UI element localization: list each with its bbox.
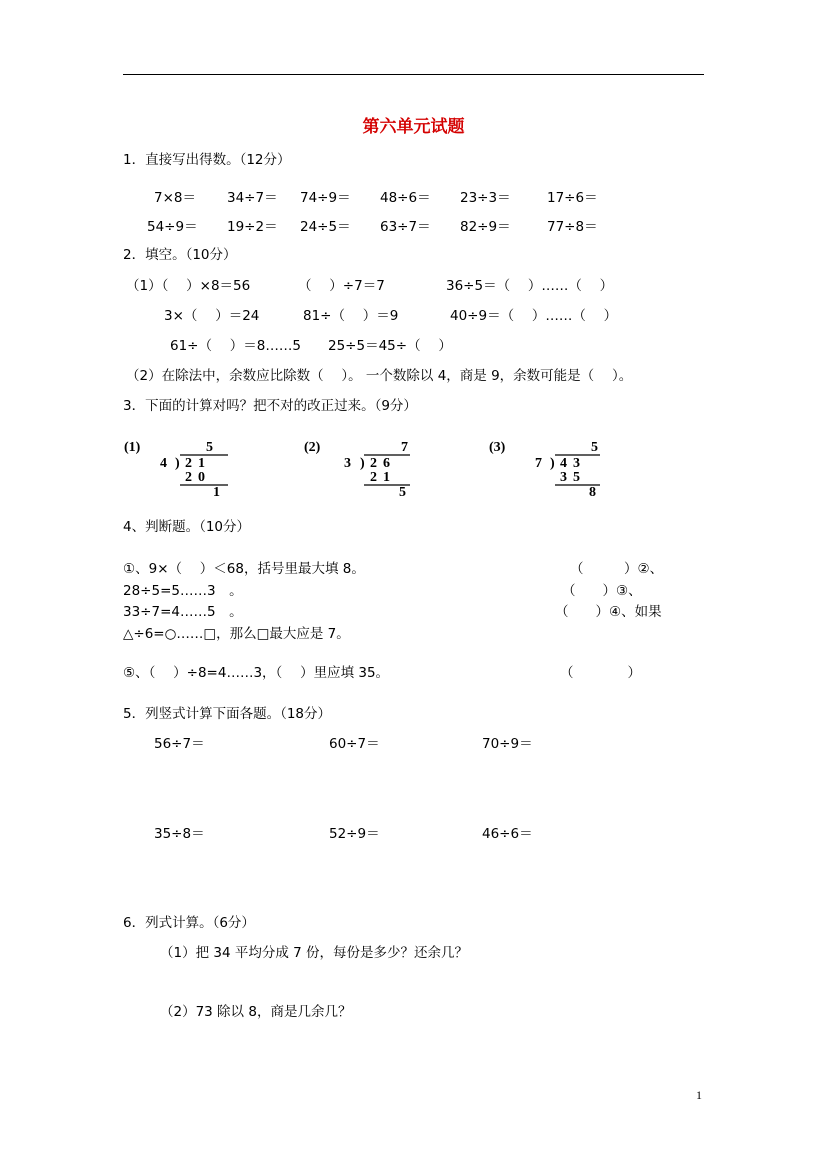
divisor: 7 (535, 456, 542, 471)
header-rule (123, 74, 704, 75)
long-division-3 (485, 436, 605, 500)
q4-heading: 4、判断题。（10分） (123, 519, 251, 535)
division-bracket: ) (175, 456, 180, 471)
q2-blank: 40÷9＝（ ）……（ ） (450, 308, 618, 324)
division-bracket: ) (360, 456, 365, 471)
q6-item: （2）73 除以 8，商是几余几？ (160, 1004, 352, 1020)
q4-answer-blank: （ ）④、如果 (555, 604, 662, 620)
q5-item: 60÷7＝ (329, 736, 380, 752)
problem-label: (1) (124, 440, 141, 455)
q1-item: 19÷2＝ (227, 219, 278, 235)
q3-heading: 3．下面的计算对吗？把不对的改正过来。（9分） (123, 398, 417, 414)
q2-blank: 36÷5＝（ ）……（ ） (446, 278, 614, 294)
quotient: 7 (401, 440, 408, 455)
quotient: 5 (206, 440, 213, 455)
problem-label: (2) (304, 440, 321, 455)
remainder: 8 (589, 485, 596, 500)
q1-item: 24÷5＝ (300, 219, 351, 235)
q4-statement: 28÷5=5……3 。 (123, 583, 243, 599)
q2-blank: 25÷5＝45÷（ ） (328, 338, 452, 354)
problem-label: (3) (489, 440, 506, 455)
remainder: 5 (399, 485, 406, 500)
q1-item: 82÷9＝ (460, 219, 511, 235)
q1-item: 17÷6＝ (547, 190, 598, 206)
q2-blank: （2）在除法中，余数应比除数（ ）。 一个数除以 4，商是 9，余数可能是（ ）。 (126, 368, 633, 384)
q5-item: 70÷9＝ (482, 736, 533, 752)
q1-item: 23÷3＝ (460, 190, 511, 206)
q5-item: 56÷7＝ (154, 736, 205, 752)
q5-item: 35÷8＝ (154, 826, 205, 842)
q2-blank: （ ）÷7＝7 (298, 278, 385, 294)
product: 20 (185, 470, 211, 485)
product: 21 (370, 470, 396, 485)
q1-item: 7×8＝ (154, 190, 196, 206)
q1-item: 48÷6＝ (380, 190, 431, 206)
q1-item: 54÷9＝ (147, 219, 198, 235)
q6-item: （1）把 34 平均分成 7 份，每份是多少？还余几？ (160, 945, 469, 961)
page-title: 第六单元试题 (362, 117, 465, 137)
product: 35 (560, 470, 586, 485)
long-division-1 (120, 436, 230, 500)
q2-heading: 2．填空。（10分） (123, 247, 237, 263)
q4-statement: ⑤、（ ）÷8=4……3，（ ）里应填 35。 (123, 665, 390, 681)
q4-statement: ①、9×（ ）＜68，括号里最大填 8。 (123, 561, 365, 577)
q2-blank: 61÷（ ）＝8……5 (170, 338, 301, 354)
dividend: 26 (370, 456, 396, 471)
q4-answer-blank: （ ）③、 (562, 583, 642, 599)
divisor: 4 (160, 456, 167, 471)
dividend: 21 (185, 456, 211, 471)
division-bracket: ) (550, 456, 555, 471)
q2-blank: 3×（ ）＝24 (164, 308, 260, 324)
quotient: 5 (591, 440, 598, 455)
q4-answer-blank: （ ）②、 (570, 561, 664, 577)
q4-statement: 33÷7=4……5 。 (123, 604, 243, 620)
divisor: 3 (344, 456, 351, 471)
q1-item: 77÷8＝ (547, 219, 598, 235)
q5-heading: 5．列竖式计算下面各题。（18分） (123, 706, 332, 722)
q5-item: 46÷6＝ (482, 826, 533, 842)
long-division-2 (300, 436, 415, 500)
q6-heading: 6．列式计算。（6分） (123, 915, 255, 931)
q2-blank: （1）（ ）×8＝56 (126, 278, 251, 294)
dividend: 43 (560, 456, 586, 471)
q4-statement: △÷6=○……□，那么□最大应是 7。 (123, 626, 350, 642)
q1-item: 63÷7＝ (380, 219, 431, 235)
q1-item: 34÷7＝ (227, 190, 278, 206)
q1-item: 74÷9＝ (300, 190, 351, 206)
q2-blank: 81÷（ ）＝9 (303, 308, 399, 324)
q1-heading: 1．直接写出得数。（12分） (123, 152, 291, 168)
q4-answer-blank: （ ） (560, 665, 641, 681)
remainder: 1 (213, 485, 220, 500)
q5-item: 52÷9＝ (329, 826, 380, 842)
page-number: 1 (696, 1088, 702, 1102)
